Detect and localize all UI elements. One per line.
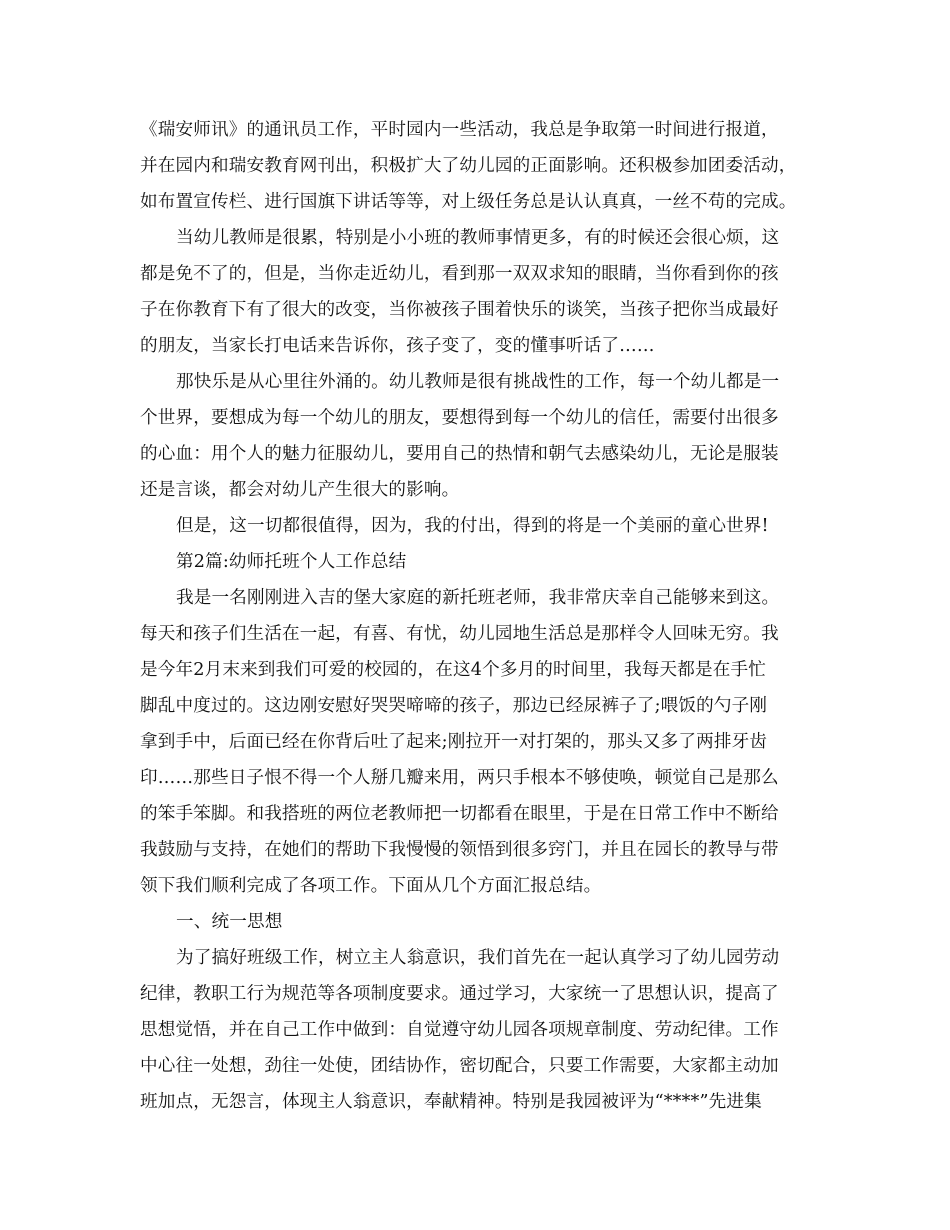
paragraph-line: 还是言谈，都会对幼儿产生很大的影响。 — [140, 480, 460, 500]
paragraph-line: 班加点，无怨言，体现主人翁意识，奉献精神。特别是我园被评为“****”先进集 — [140, 1092, 762, 1112]
paragraph-line: 领下我们顺利完成了各项工作。下面从几个方面汇报总结。 — [140, 876, 602, 896]
paragraph-line: 当幼儿教师是很累，特别是小小班的教师事情更多，有的时候还会很心烦，这 — [176, 228, 780, 248]
paragraph-line: 的心血：用个人的魅力征服幼儿，要用自己的热情和朝气去感染幼儿，无论是服装 — [140, 444, 779, 464]
section-heading: 第2篇:幼师托班个人工作总结 — [176, 552, 407, 572]
paragraph-line: 都是免不了的，但是，当你走近幼儿，看到那一双双求知的眼睛，当你看到你的孩 — [140, 264, 779, 284]
paragraph-line: 中心往一处想，劲往一处使，团结协作，密切配合，只要工作需要，大家都主动加 — [140, 1056, 779, 1076]
paragraph-line: 每天和孩子们生活在一起，有喜、有忧，幼儿园地生活总是那样令人回味无穷。我 — [140, 624, 779, 644]
paragraph-line: 印……那些日子恨不得一个人掰几瓣来用，两只手根本不够使唤，顿觉自己是那么 — [140, 768, 779, 788]
paragraph-line: 子在你教育下有了很大的改变，当你被孩子围着快乐的谈笑，当孩子把你当成最好 — [140, 300, 779, 320]
paragraph-line: 我鼓励与支持，在她们的帮助下我慢慢的领悟到很多窍门，并且在园长的教导与带 — [140, 840, 779, 860]
paragraph-line: 如布置宣传栏、进行国旗下讲话等等，对上级任务总是认认真真，一丝不苟的完成。 — [140, 192, 797, 212]
paragraph-line: 的笨手笨脚。和我搭班的两位老教师把一切都看在眼里，于是在日常工作中不断给 — [140, 804, 779, 824]
paragraph-line: 《瑞安师讯》的通讯员工作，平时园内一些活动，我总是争取第一时间进行报道， — [140, 120, 779, 140]
paragraph-line: 拿到手中，后面已经在你背后吐了起来;刚拉开一对打架的，那头又多了两排牙齿 — [140, 732, 768, 752]
paragraph-line: 那快乐是从心里往外涌的。幼儿教师是很有挑战性的工作，每一个幼儿都是一 — [176, 372, 780, 392]
paragraph-line: 个世界，要想成为每一个幼儿的朋友，要想得到每一个幼儿的信任，需要付出很多 — [140, 408, 779, 428]
paragraph-line: 并在园内和瑞安教育网刊出，积极扩大了幼儿园的正面影响。还积极参加团委活动， — [140, 156, 797, 176]
paragraph-line: 是今年2月末来到我们可爱的校园的，在这4个多月的时间里，我每天都是在手忙 — [140, 660, 766, 680]
paragraph-line: 脚乱中度过的。这边刚安慰好哭哭啼啼的孩子，那边已经尿裤子了;喂饭的勺子刚 — [140, 696, 768, 716]
paragraph-line: 我是一名刚刚进入吉的堡大家庭的新托班老师，我非常庆幸自己能够来到这。 — [176, 588, 780, 608]
paragraph-line: 纪律，教职工行为规范等各项制度要求。通过学习，大家统一了思想认识，提高了 — [140, 984, 779, 1004]
paragraph-line: 为了搞好班级工作，树立主人翁意识，我们首先在一起认真学习了幼儿园劳动 — [176, 948, 780, 968]
paragraph-line: 思想觉悟，并在自己工作中做到：自觉遵守幼儿园各项规章制度、劳动纪律。工作 — [140, 1020, 779, 1040]
subheading: 一、统一思想 — [176, 912, 283, 932]
paragraph-line: 的朋友，当家长打电话来告诉你，孩子变了，变的懂事听话了…… — [140, 336, 655, 356]
paragraph-line: 但是，这一切都很值得，因为，我的付出，得到的将是一个美丽的童心世界! — [176, 516, 769, 536]
